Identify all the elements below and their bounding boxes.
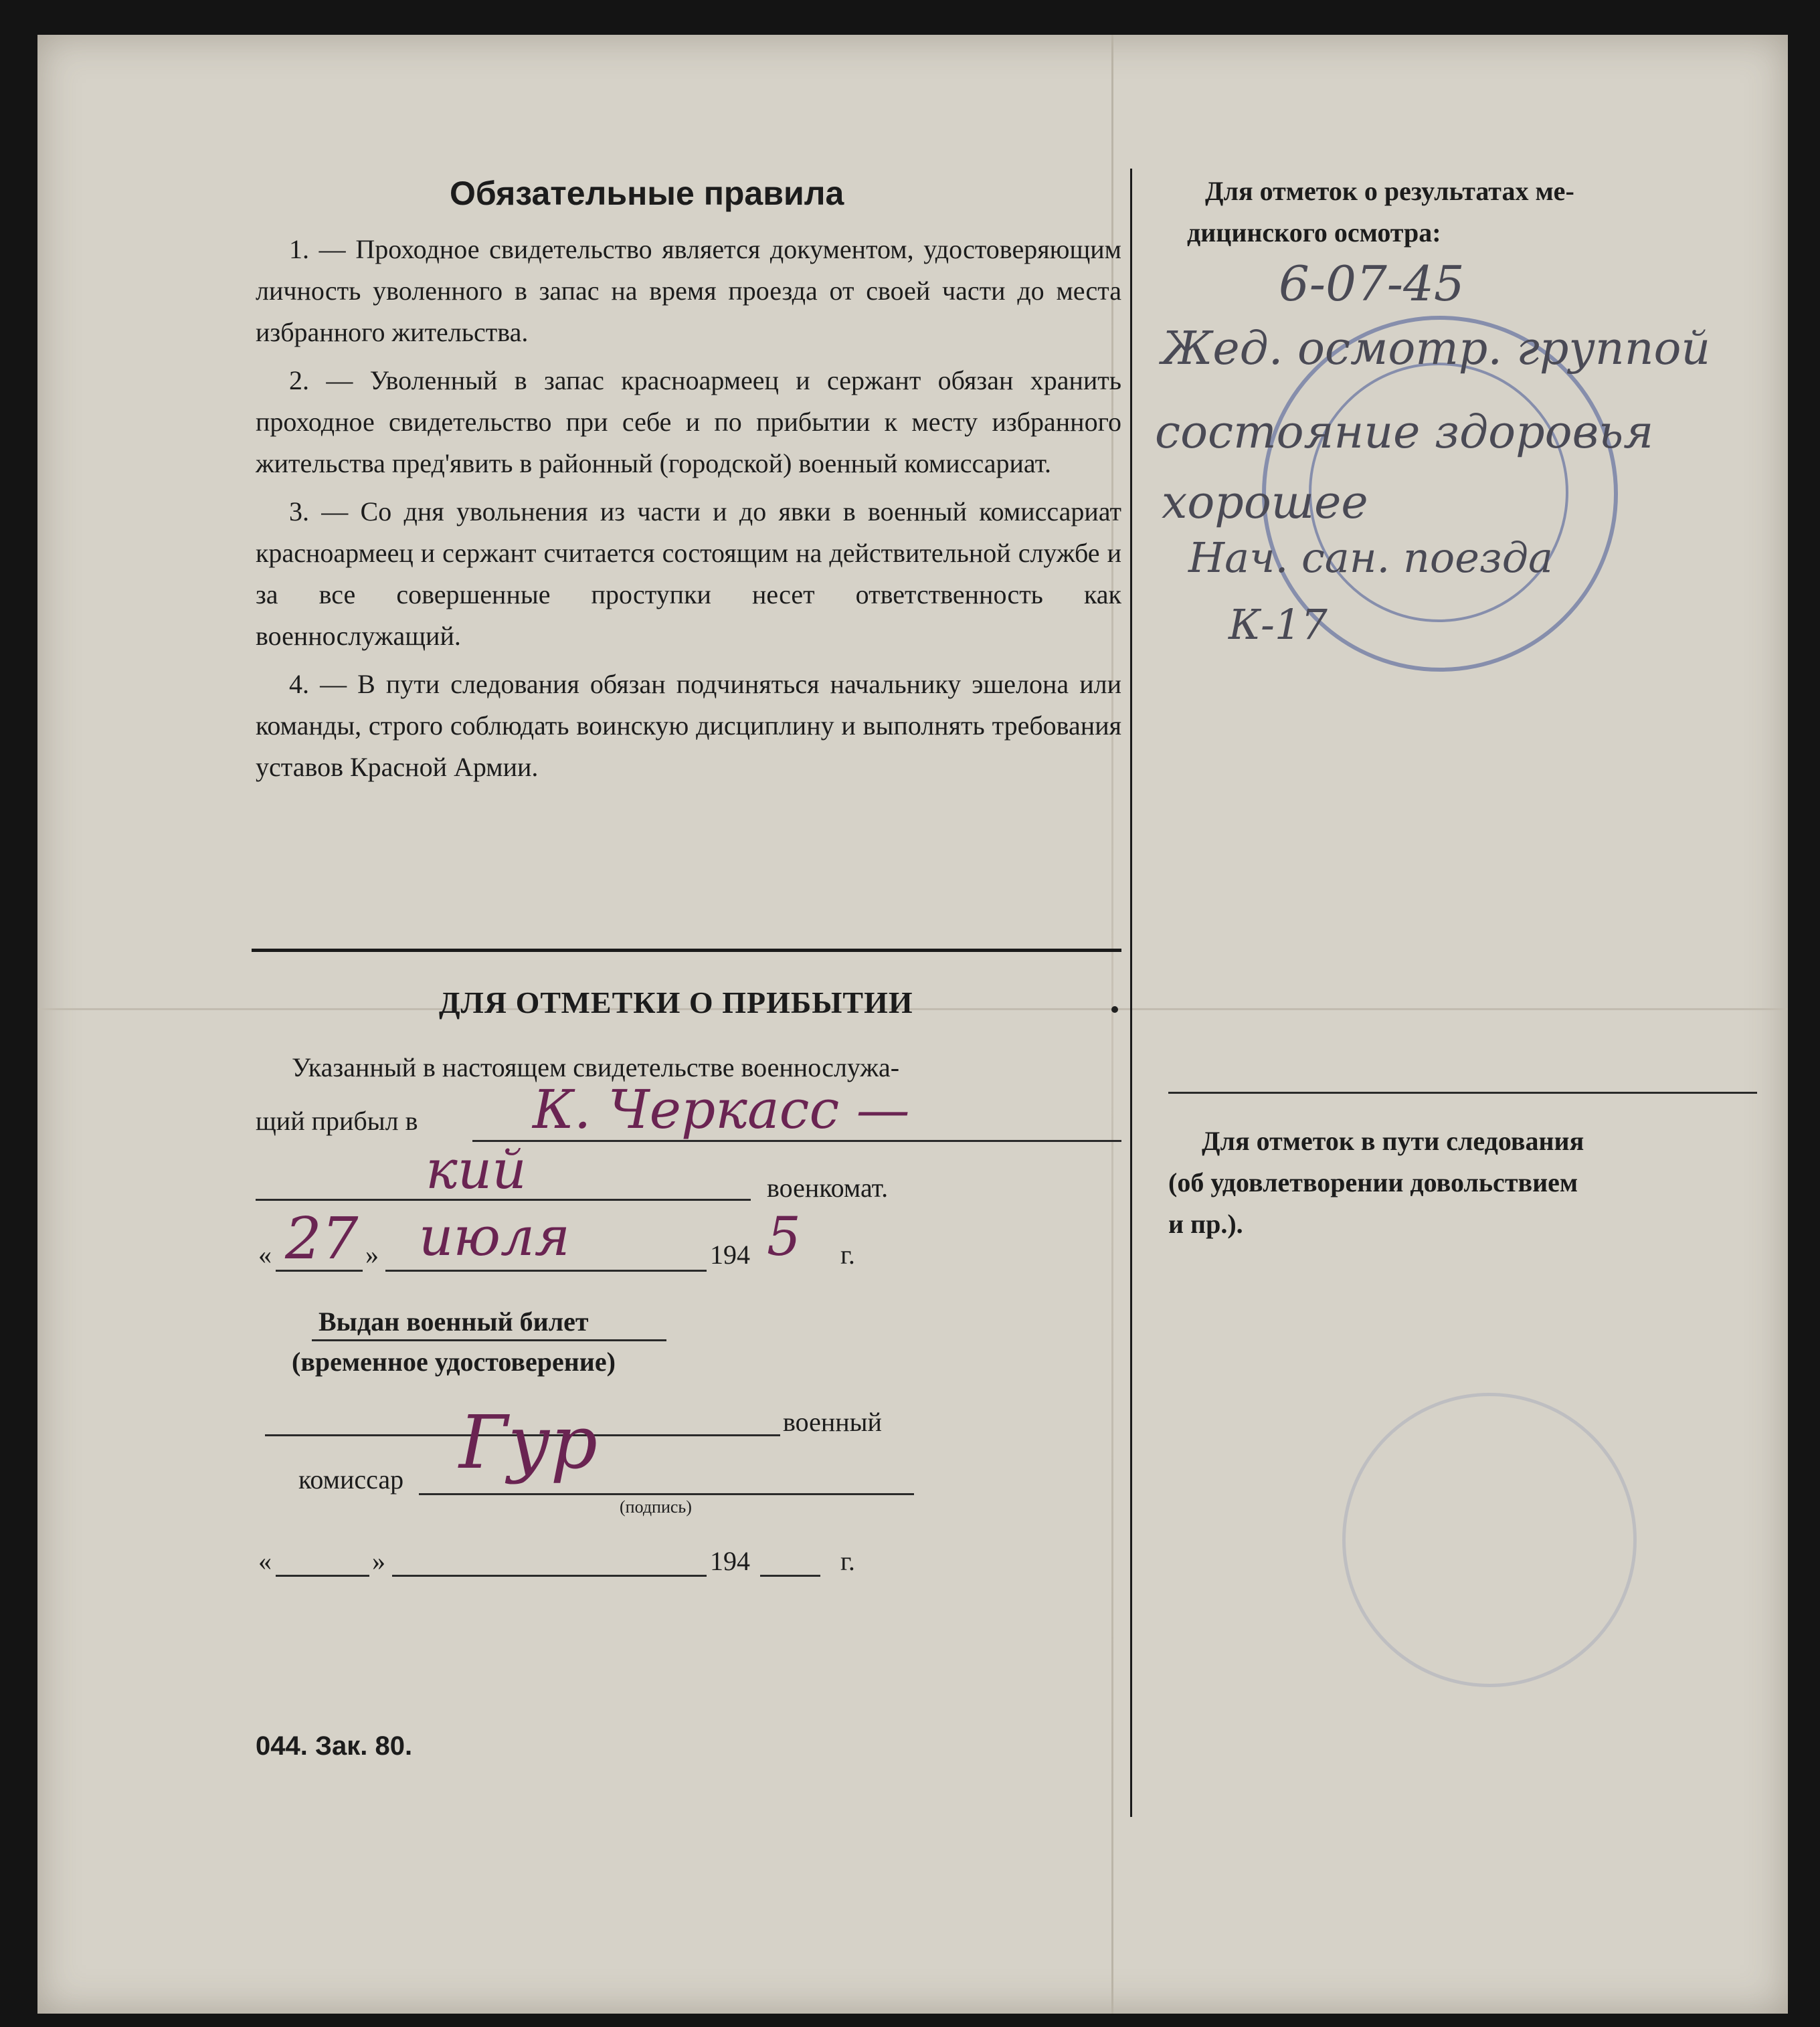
column-divider [1130,169,1132,1817]
document-sheet [37,35,1788,2014]
section-rule [252,949,1121,952]
transit-title-3: и пр.). [1168,1209,1243,1239]
commissar-line-2 [419,1493,914,1495]
commissar-word-1: военный [783,1407,882,1437]
rule-item-1: 1. — Проходное свидетельство является документом, удостоверяющим личность уволенного в запас на время проезда от своей части до места избранного жительства. [256,234,1121,347]
date2-close: » [372,1546,385,1576]
arrival-date-open: « [258,1240,272,1270]
arrival-year-hand: 5 [767,1205,801,1268]
date2-year-line [760,1575,820,1577]
arrival-line-1: Указанный в настоящем свидетельстве военнослужа- [292,1052,900,1082]
arrival-year-prefix: 194 [710,1240,750,1270]
medical-title-2: дицинского осмотра: [1187,217,1441,248]
date2-month-line [392,1575,707,1577]
rules-title: Обязательные правила [450,175,844,212]
issued-title-line [312,1339,666,1341]
medical-hand-line-4: Нач. сан. поезда [1188,533,1553,582]
commissar-signature: Гур [459,1399,598,1485]
arrival-title: ДЛЯ ОТМЕТКИ О ПРИБЫТИИ [439,985,913,1020]
commissar-word-2: комиссар [298,1464,404,1494]
arrival-commissariat-suffix: военкомат. [767,1173,889,1203]
arrival-day-hand: 27 [285,1205,359,1272]
arrival-place-hand: К. Черкасс — [533,1078,910,1141]
arrival-date-close: » [365,1240,379,1270]
rules-list [256,229,1121,788]
date2-year: 194 [710,1546,750,1576]
arrival-prefix: щий прибыл в [256,1106,418,1136]
rule-item-2: 2. — Уволенный в запас красноармеец и сержант обязан хранить проходное свидетельство при себе и по прибытии к месту избранного жительства пред'явить в районный (городской) военный комиссариат. [256,365,1121,478]
transit-title-1: Для отметок в пути следования [1202,1126,1584,1156]
arrival-year-suffix: г. [840,1240,855,1270]
date2-day-line [276,1575,369,1577]
rule-item-3: 3. — Со дня увольнения из части и до явки в военный комиссариат красноармеец и сержант считается состоящим на действительной службе и за все совершенные проступки несет ответственность как военнослужащий. [256,496,1121,651]
arrival-commissariat-hand: кий [426,1139,527,1201]
arrival-month-hand: июля [419,1205,570,1268]
medical-title-1: Для отметок о результатах ме- [1205,176,1574,206]
faint-stamp [1342,1393,1637,1687]
fold-punch-mark [1111,1006,1118,1013]
issued-title: Выдан военный билет [318,1307,589,1337]
medical-hand-line-5: К-17 [1228,600,1328,649]
date2-suffix: г. [840,1546,855,1576]
medical-hand-line-3: хорошее [1162,476,1368,529]
date2-open: « [258,1546,272,1576]
medical-hand-date: 6-07-45 [1279,256,1465,312]
issued-subtitle: (временное удостоверение) [292,1347,616,1377]
medical-hand-line-1: Жед. осмотр. группой [1162,322,1711,375]
transit-title-2: (об удовлетворении довольствием [1168,1167,1578,1197]
rule-item-4: 4. — В пути следования обязан подчиняться начальнику эшелона или команды, строго соблюдать воинскую дисциплину и выполнять требования уставов Красной Армии. [256,669,1121,782]
right-column-divider-line [1168,1092,1757,1094]
arrival-month-line [385,1270,707,1272]
print-code: 044. Зак. 80. [256,1731,413,1761]
medical-hand-line-2: состояние здоровья [1155,406,1654,459]
signature-caption: (подпись) [620,1497,692,1517]
